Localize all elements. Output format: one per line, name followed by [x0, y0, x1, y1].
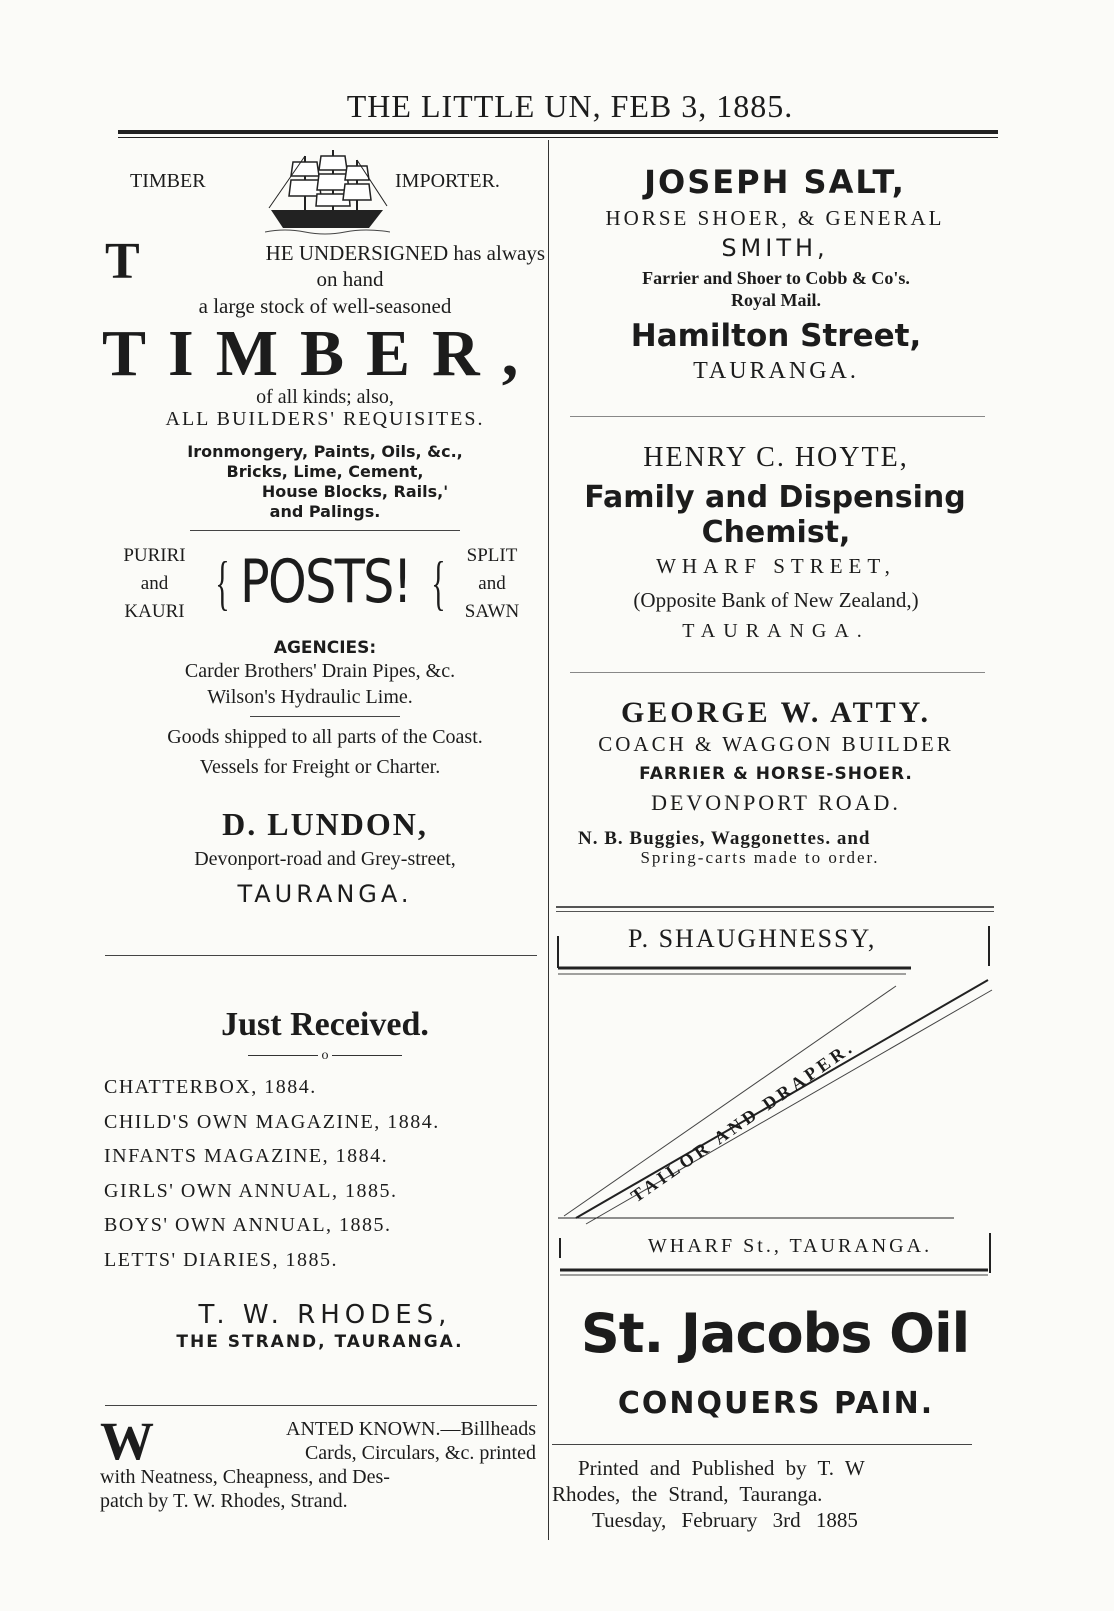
posts-left-line2: and — [140, 573, 169, 594]
atty-road: DEVONPORT ROAD. — [651, 790, 901, 815]
header-rule-thin — [118, 137, 998, 138]
atty-trade2: FARRIER & HORSE-SHOER. — [639, 764, 913, 784]
received-item: CHATTERBOX, 1884. — [104, 1076, 317, 1098]
jacobs-title: St. Jacobs Oil — [580, 1302, 970, 1365]
wanted-drop-cap: W — [100, 1411, 154, 1471]
hoyte-line1: Family and Dispensing — [584, 480, 966, 515]
atty-trade1: COACH & WAGGON BUILDER — [598, 732, 954, 756]
agencies-line3: Goods shipped to all parts of the Coast. — [167, 726, 483, 748]
lundon-town: TAURANGA. — [237, 880, 413, 908]
hoyte-town: TAURANGA. — [682, 620, 870, 642]
agencies-title: AGENCIES: — [273, 638, 377, 658]
atty-divider-thick — [556, 906, 994, 908]
posts-right-block — [442, 542, 542, 626]
hoyte-street: WHARF STREET, — [656, 554, 896, 578]
timber-line4: of all kinds; also, — [256, 386, 394, 408]
agencies-line4: Vessels for Freight or Charter. — [199, 756, 441, 778]
posts-left-line1: PURIRI — [123, 545, 186, 566]
header-rule-thick — [118, 130, 998, 134]
jacobs-sub: CONQUERS PAIN. — [617, 1386, 935, 1421]
timber-line6: Ironmongery, Paints, Oils, &c., — [187, 442, 463, 461]
column-divider — [548, 140, 549, 1540]
received-separator — [105, 1048, 545, 1064]
imprint-line3: Tuesday, February 3rd 1885 — [592, 1508, 858, 1532]
salt-town: TAURANGA. — [693, 358, 859, 384]
jacobs-divider — [552, 1444, 972, 1445]
wanted-line2: Cards, Circulars, &c. printed — [304, 1442, 536, 1464]
agencies-line1: Carder Brothers' Drain Pipes, &c. — [184, 660, 456, 682]
shaughnessy-address: WHARF St., TAURANGA. — [647, 1235, 933, 1257]
posts-left-block — [102, 542, 207, 626]
received-item: LETTS' DIARIES, 1885. — [104, 1248, 338, 1271]
timber-line2: on hand — [316, 267, 384, 291]
timber-line5: ALL BUILDERS' REQUISITES. — [165, 408, 485, 430]
lundon-divider — [105, 955, 537, 956]
hoyte-opposite: (Opposite Bank of New Zealand,) — [633, 588, 919, 612]
timber-line9: and Palings. — [269, 502, 381, 521]
wanted-line3: with Neatness, Cheapness, and Des- — [100, 1466, 390, 1488]
imprint-line1: Printed and Published by T. W — [578, 1456, 865, 1480]
salt-street: Hamilton Street, — [630, 318, 922, 354]
salt-name: JOSEPH SALT, — [644, 163, 906, 201]
salt-line1: Farrier and Shoer to Cobb & Co's. — [642, 268, 910, 288]
received-item: BOYS' OWN ANNUAL, 1885. — [104, 1214, 392, 1236]
atty-name: GEORGE W. ATTY. — [620, 696, 932, 729]
posts-brace-right: { — [431, 550, 446, 616]
atty-nb2: Spring-carts made to order. — [640, 848, 880, 867]
received-seller: T. W. RHODES, — [198, 1300, 452, 1330]
received-item: CHILD'S OWN MAGAZINE, 1884. — [104, 1110, 440, 1133]
hoyte-divider — [570, 672, 985, 673]
posts-brace-left: { — [215, 550, 230, 616]
salt-trade1: HORSE SHOER, & GENERAL — [605, 206, 945, 230]
salt-divider — [570, 416, 985, 417]
wanted-line4: patch by T. W. Rhodes, Strand. — [100, 1490, 348, 1512]
agencies-divider — [250, 716, 400, 717]
atty-nb1: N. B. Buggies, Waggonettes. and — [578, 828, 871, 849]
salt-line2: Royal Mail. — [731, 290, 821, 310]
received-separator-mark: o — [321, 1048, 329, 1063]
timber-intro — [105, 233, 545, 292]
timber-tag-left: TIMBER — [130, 170, 206, 192]
timber-line7: Bricks, Lime, Cement, — [226, 462, 424, 481]
sailing-ship-icon — [265, 148, 390, 236]
lundon-address: Devonport-road and Grey-street, — [194, 848, 456, 870]
timber-tag-right: IMPORTER. — [395, 170, 500, 192]
timber-line8: House Blocks, Rails,' — [261, 482, 449, 501]
hoyte-name: HENRY C. HOYTE, — [643, 442, 909, 473]
received-item: INFANTS MAGAZINE, 1884. — [104, 1145, 389, 1167]
shaughnessy-diagonal: TAILOR AND DRAPER. — [627, 1036, 859, 1207]
received-divider — [105, 1405, 537, 1406]
page-header: THE LITTLE UN, FEB 3, 1885. — [346, 88, 794, 124]
timber-line3: a large stock of well-seasoned — [198, 294, 452, 318]
timber-divider — [190, 530, 460, 531]
received-item: GIRLS' OWN ANNUAL, 1885. — [104, 1179, 398, 1202]
shaughnessy-name: P. SHAUGHNESSY, — [628, 924, 877, 953]
wanted-line1: ANTED KNOWN.—Billheads — [286, 1418, 536, 1440]
posts-right-line1: SPLIT — [466, 545, 518, 566]
lundon-name: D. LUNDON, — [222, 806, 428, 842]
posts-big-word: POSTS! — [240, 547, 411, 617]
received-title: Just Received. — [221, 1006, 429, 1043]
posts-left-line3: KAURI — [124, 601, 185, 622]
hoyte-line2: Chemist, — [701, 515, 851, 550]
timber-big-word: TIMBER, — [102, 317, 541, 390]
agencies-line2: Wilson's Hydraulic Lime. — [207, 686, 413, 708]
timber-line1: HE UNDERSIGNED has always — [265, 241, 545, 265]
timber-drop-cap: T — [105, 233, 140, 290]
posts-right-line3: SAWN — [464, 601, 520, 622]
salt-trade2: SMITH, — [721, 234, 829, 262]
posts-right-line2: and — [478, 573, 506, 594]
atty-divider-thin — [556, 911, 994, 912]
imprint-line2: Rhodes, the Strand, Tauranga. — [552, 1482, 823, 1506]
received-list — [104, 1070, 544, 1277]
received-seller-address: THE STRAND, TAURANGA. — [176, 1332, 464, 1352]
